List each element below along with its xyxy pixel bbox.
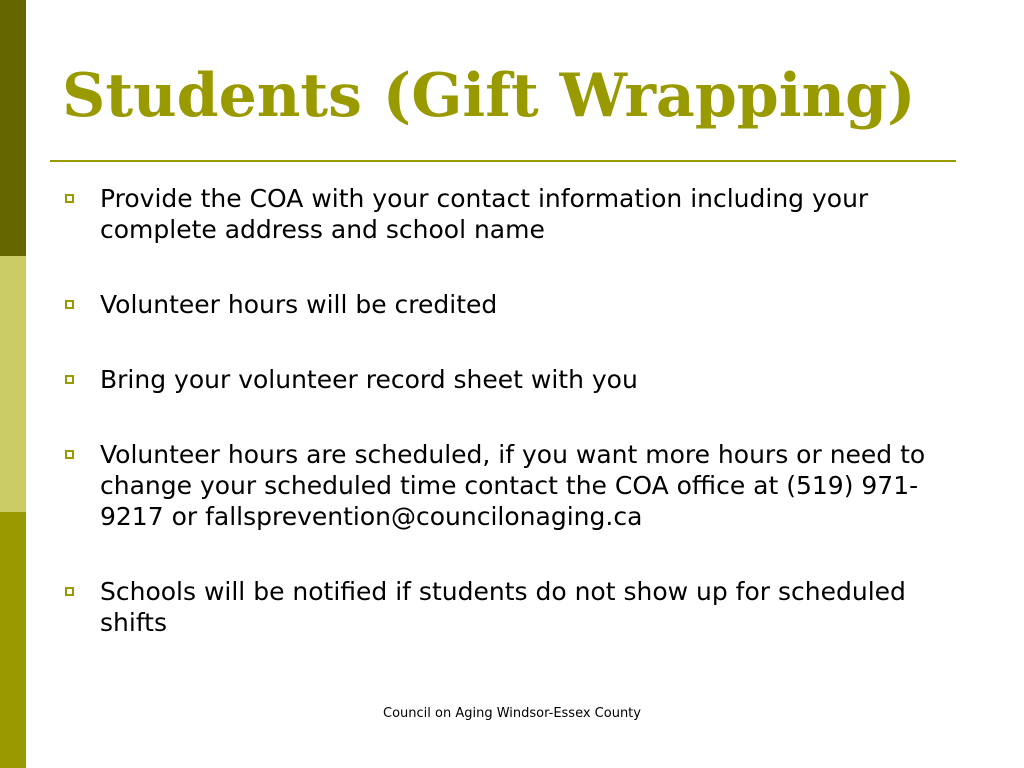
slide-footer: Council on Aging Windsor-Essex County	[383, 706, 641, 721]
title-underline	[50, 160, 956, 162]
bullet-text: Volunteer hours will be credited	[100, 290, 498, 319]
bullet-item	[62, 439, 962, 532]
sidebar-band-bottom	[0, 512, 26, 768]
slide-title: Students (Gift Wrapping)	[62, 61, 916, 131]
bullet-item	[62, 364, 962, 395]
square-bullet-icon	[65, 450, 74, 459]
bullet-item	[62, 576, 962, 638]
bullet-item	[62, 289, 962, 320]
square-bullet-icon	[65, 587, 74, 596]
bullet-list	[62, 183, 962, 682]
square-bullet-icon	[65, 194, 74, 203]
sidebar-band-top	[0, 0, 26, 256]
bullet-text: Volunteer hours are scheduled, if you want more hours or need to change your scheduled time contact the COA office at (519) 971-9217 or fallsprevention@councilonaging.ca	[100, 440, 926, 531]
sidebar-band-middle	[0, 256, 26, 512]
bullet-text: Provide the COA with your contact information including your complete address and school name	[100, 184, 869, 244]
square-bullet-icon	[65, 300, 74, 309]
square-bullet-icon	[65, 375, 74, 384]
sidebar-decoration	[0, 0, 26, 768]
bullet-text: Bring your volunteer record sheet with you	[100, 365, 638, 394]
bullet-text: Schools will be notified if students do not show up for scheduled shifts	[100, 577, 906, 637]
bullet-item	[62, 183, 962, 245]
